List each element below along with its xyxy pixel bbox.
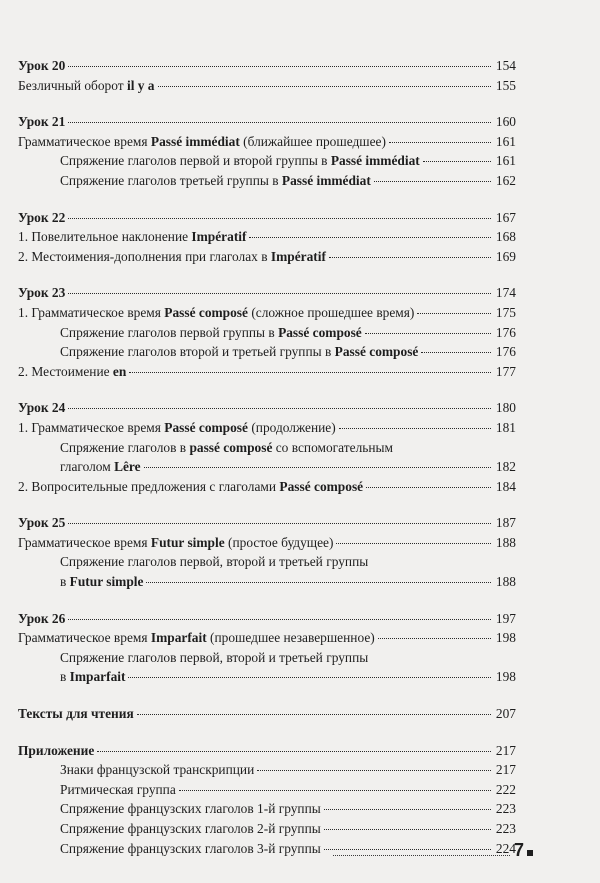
leader-dots bbox=[146, 582, 491, 583]
leader-dots bbox=[339, 428, 491, 429]
leader-dots bbox=[365, 333, 491, 334]
toc-entry: Грамматическое время Passé immédiat (ближайшее прошедшее) 161 bbox=[18, 133, 516, 149]
leader-dots bbox=[257, 770, 491, 771]
leader-dots bbox=[68, 408, 491, 409]
leader-dots bbox=[137, 714, 491, 715]
leader-dots bbox=[324, 809, 491, 810]
toc-lesson-24 bbox=[18, 398, 516, 496]
toc-subentry: Спряжение глаголов первой и второй группы в Passé immédiat 161 bbox=[60, 153, 516, 169]
toc-lesson-23 bbox=[18, 283, 516, 381]
toc-subentry: Спряжение французских глаголов 2-й группы 223 bbox=[60, 821, 516, 836]
toc-entry: Грамматическое время Imparfait (прошедшее незавершенное) 198 bbox=[18, 630, 516, 646]
toc-entry: 1. Грамматическое время Passé composé (сложное прошедшее время) 175 bbox=[18, 304, 516, 320]
toc-heading: Урок 26 197 bbox=[18, 610, 516, 626]
leader-dots bbox=[378, 638, 491, 639]
leader-dots bbox=[97, 751, 491, 752]
leader-dots bbox=[249, 237, 491, 238]
leader-dots bbox=[128, 677, 491, 678]
toc-subentry: Спряжение французских глаголов 1-й группы 223 bbox=[60, 801, 516, 817]
toc-subentry: глаголом Lêre 182 bbox=[60, 459, 516, 475]
toc-reading-texts bbox=[18, 704, 516, 724]
leader-dots bbox=[68, 293, 491, 294]
leader-dots bbox=[68, 523, 491, 524]
leader-dots bbox=[158, 86, 492, 87]
toc-subentry: Спряжение глаголов второй и третьей группы в Passé composé 176 bbox=[60, 344, 516, 360]
toc-subentry-line: Спряжение глаголов в passé composé со вспомогательным bbox=[60, 439, 393, 455]
toc-entry: Безличный оборот il y a 155 bbox=[18, 77, 516, 93]
leader-dots bbox=[423, 161, 491, 162]
square-marker-icon bbox=[527, 850, 533, 856]
leader-dots bbox=[324, 829, 491, 830]
table-of-contents bbox=[18, 56, 516, 875]
leader-dots bbox=[336, 543, 491, 544]
toc-lesson-20 bbox=[18, 56, 516, 95]
toc-lesson-22 bbox=[18, 208, 516, 267]
toc-subentry: Знаки французской транскрипции 217 bbox=[60, 762, 516, 778]
page-footer bbox=[333, 836, 533, 860]
toc-subentry-line: Спряжение глаголов первой, второй и третьей группы bbox=[60, 554, 369, 570]
toc-subentry: Спряжение французских глаголов 3-й группы 224 bbox=[60, 840, 516, 856]
footer-dots bbox=[333, 855, 510, 856]
page-number: 7 bbox=[513, 840, 524, 860]
leader-dots bbox=[417, 313, 491, 314]
toc-heading: Урок 20 154 bbox=[18, 58, 516, 73]
toc-heading: Тексты для чтения 207 bbox=[18, 706, 516, 722]
leader-dots bbox=[144, 467, 491, 468]
toc-lesson-25 bbox=[18, 513, 516, 591]
toc-entry: 2. Местоимения-дополнения при глаголах в Impératif 169 bbox=[18, 248, 516, 264]
leader-dots bbox=[179, 790, 491, 791]
toc-subentry: Ритмическая группа 222 bbox=[60, 781, 516, 797]
toc-entry: 1. Повелительное наклонение Impératif 168 bbox=[18, 229, 516, 245]
leader-dots bbox=[68, 122, 491, 123]
toc-heading: Урок 24 180 bbox=[18, 400, 516, 416]
leader-dots bbox=[421, 352, 491, 353]
toc-subentry-line: Спряжение глаголов первой, второй и третьей группы bbox=[60, 649, 369, 665]
toc-lesson-26 bbox=[18, 609, 516, 687]
toc-heading: Приложение 217 bbox=[18, 742, 516, 758]
toc-subentry: в Imparfait 198 bbox=[60, 669, 516, 685]
toc-heading: Урок 21 160 bbox=[18, 114, 516, 130]
toc-heading: Урок 23 174 bbox=[18, 285, 516, 301]
leader-dots bbox=[129, 372, 491, 373]
toc-entry: 1. Грамматическое время Passé composé (продолжение) 181 bbox=[18, 419, 516, 435]
leader-dots bbox=[329, 257, 491, 258]
leader-dots bbox=[366, 487, 491, 488]
toc-entry: 2. Вопросительные предложения с глаголами Passé composé 184 bbox=[18, 478, 516, 494]
leader-dots bbox=[68, 66, 491, 67]
toc-entry: Грамматическое время Futur simple (простое будущее) 188 bbox=[18, 534, 516, 550]
toc-entry: 2. Местоимение en 177 bbox=[18, 363, 516, 379]
leader-dots bbox=[68, 218, 491, 219]
toc-heading: Урок 22 167 bbox=[18, 209, 516, 225]
toc-subentry: Спряжение глаголов первой группы в Passé composé 176 bbox=[60, 324, 516, 340]
toc-lesson-21 bbox=[18, 112, 516, 190]
toc-heading: Урок 25 187 bbox=[18, 515, 516, 531]
toc-subentry: в Futur simple 188 bbox=[60, 574, 516, 590]
leader-dots bbox=[389, 142, 491, 143]
leader-dots bbox=[68, 619, 491, 620]
toc-subentry: Спряжение глаголов третьей группы в Passé immédiat 162 bbox=[60, 172, 516, 188]
leader-dots bbox=[374, 181, 491, 182]
